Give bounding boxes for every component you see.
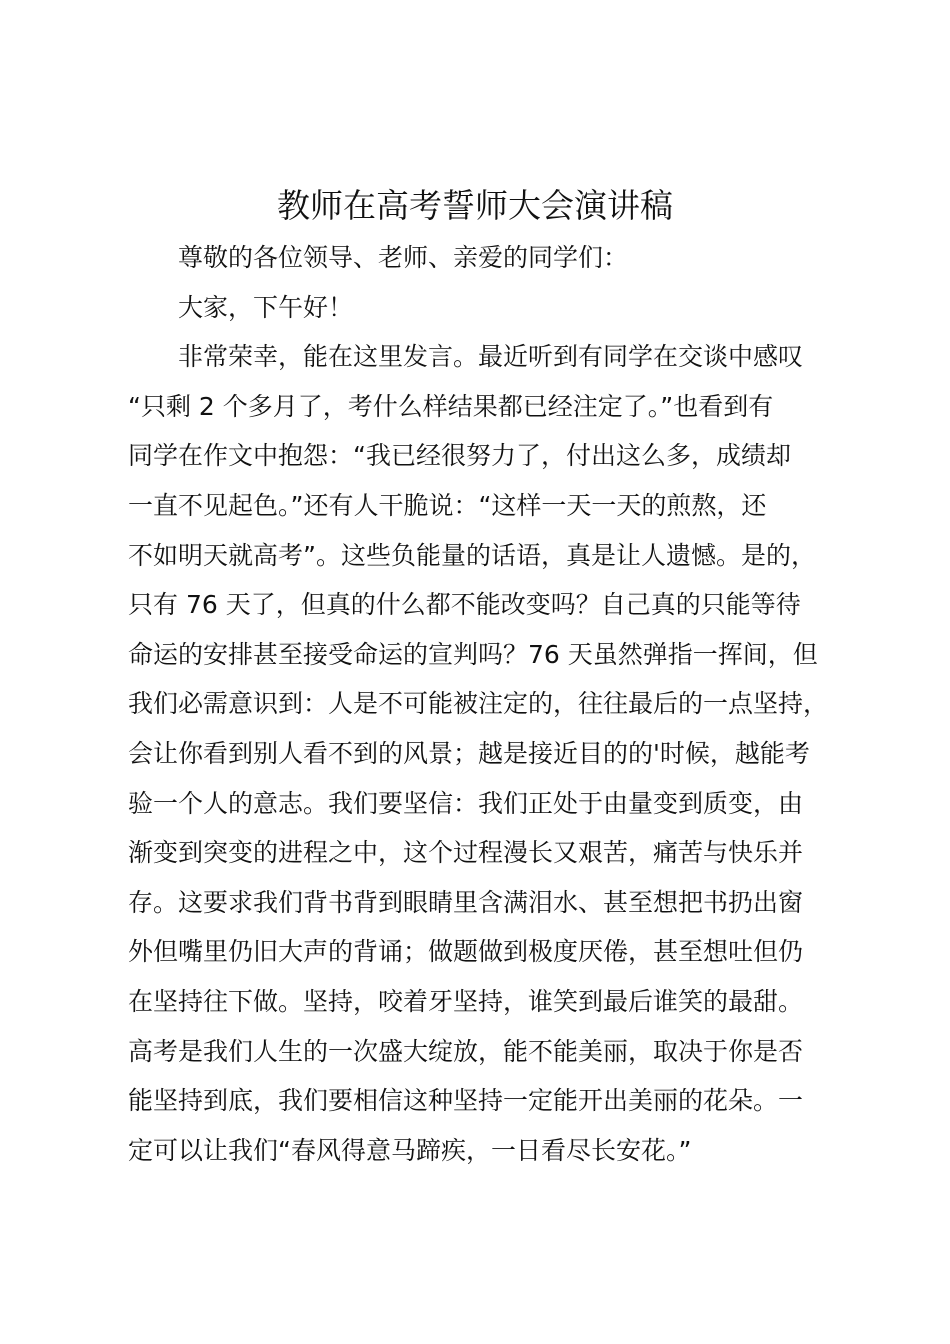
paragraph-line: 存。这要求我们背书背到眼睛里含满泪水、甚至想把书扔出窗 — [128, 887, 804, 917]
paragraph-line: 会让你看到别人看不到的风景；越是接近目的的'时候，越能考 — [128, 738, 810, 768]
paragraph-line: 不如明天就高考”。这些负能量的话语，真是让人遗憾。是的， — [128, 540, 816, 570]
document-title: 教师在高考誓师大会演讲稿 — [277, 186, 673, 225]
paragraph-line: 能坚持到底，我们要相信这种坚持一定能开出美丽的花朵。一 — [128, 1086, 804, 1116]
document-body — [128, 233, 868, 1175]
paragraph-line: 外但嘴里仍旧大声的背诵；做题做到极度厌倦，甚至想吐但仍 — [128, 937, 804, 967]
greeting-line: 大家，下午好！ — [178, 292, 354, 322]
paragraph-line: 同学在作文中抱怨：“我已经很努力了，付出这么多，成绩却 — [128, 441, 791, 471]
paragraph-line: 非常荣幸，能在这里发言。最近听到有同学在交谈中感叹 — [178, 342, 804, 372]
paragraph-line: 定可以让我们“春风得意马蹄疾，一日看尽长安花。” — [128, 1135, 692, 1165]
paragraph-line: 一直不见起色。”还有人干脆说：“这样一天一天的煎熬，还 — [128, 490, 767, 520]
paragraph-line: 渐变到突变的进程之中，这个过程漫长又艰苦，痛苦与快乐并 — [128, 838, 804, 868]
paragraph-line: 只有 76 天了，但真的什么都不能改变吗？自己真的只能等待 — [128, 590, 801, 620]
paragraph-line: 高考是我们人生的一次盛大绽放，能不能美丽，取决于你是否 — [128, 1036, 804, 1066]
paragraph-line: 我们必需意识到：人是不可能被注定的，往往最后的一点坚持， — [128, 689, 829, 719]
paragraph-line: 验一个人的意志。我们要坚信：我们正处于由量变到质变，由 — [128, 788, 804, 818]
paragraph-line: 在坚持往下做。坚持，咬着牙坚持，谁笑到最后谁笑的最甜。 — [128, 986, 804, 1016]
paragraph-line: 命运的安排甚至接受命运的宣判吗？76 天虽然弹指一挥间，但 — [128, 639, 818, 669]
salutation-line: 尊敬的各位领导、老师、亲爱的同学们： — [178, 243, 629, 272]
paragraph-line: “只剩 2 个多月了，考什么样结果都已经注定了。”也看到有 — [128, 391, 774, 421]
